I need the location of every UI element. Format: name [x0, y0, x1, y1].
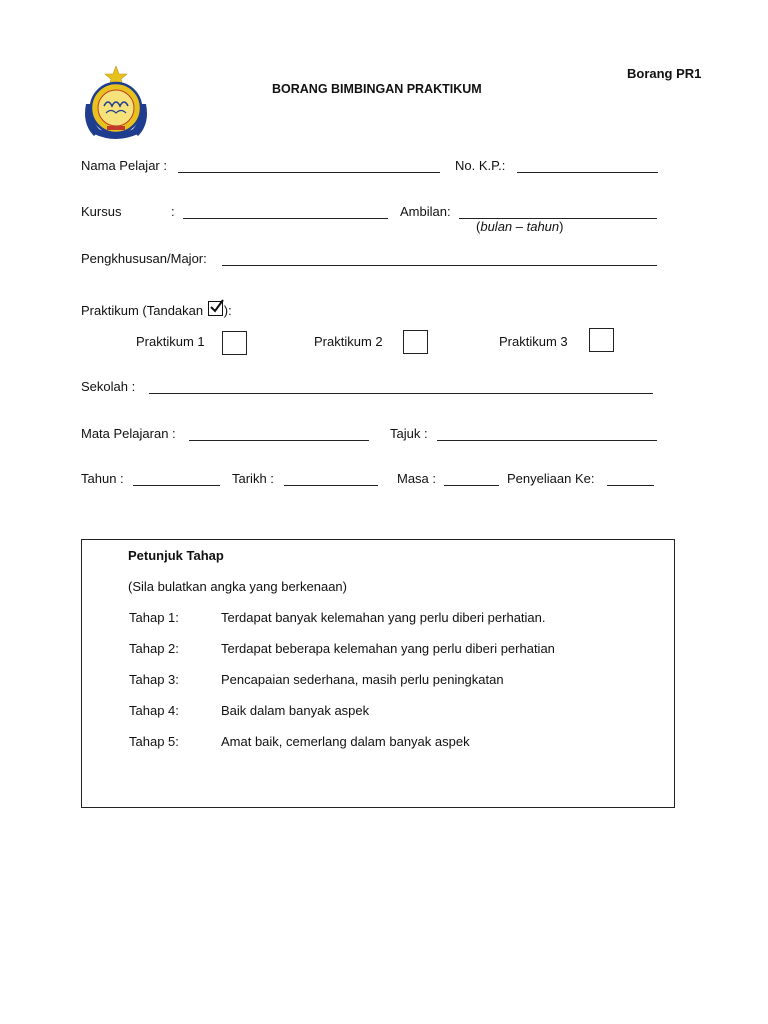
pengkhususan-label: Pengkhususan/Major:	[81, 251, 207, 266]
tahun-input[interactable]	[133, 485, 220, 486]
petunjuk-instruction: (Sila bulatkan angka yang berkenaan)	[128, 579, 347, 594]
praktikum-1-label: Praktikum 1	[136, 334, 205, 349]
tahap-code: Tahap 2:	[129, 641, 179, 656]
praktikum-2-checkbox[interactable]	[403, 330, 428, 354]
praktikum-label: Praktikum (Tandakan ):	[81, 301, 232, 318]
tahap-desc: Terdapat banyak kelemahan yang perlu diberi perhatian.	[221, 610, 546, 625]
tahap-desc: Pencapaian sederhana, masih perlu peningkatan	[221, 672, 504, 687]
institute-crest-icon	[80, 64, 152, 146]
masa-label: Masa :	[397, 471, 437, 486]
no-kp-input[interactable]	[517, 172, 658, 173]
form-code: Borang PR1	[627, 66, 702, 81]
tahap-code: Tahap 1:	[129, 610, 179, 625]
sekolah-label: Sekolah :	[81, 379, 136, 394]
kursus-input[interactable]	[183, 218, 388, 219]
tajuk-label: Tajuk :	[390, 426, 428, 441]
ambilan-label: Ambilan:	[400, 204, 451, 219]
tahap-code: Tahap 4:	[129, 703, 179, 718]
praktikum-1-checkbox[interactable]	[222, 331, 247, 355]
nama-pelajar-label: Nama Pelajar :	[81, 158, 167, 173]
kursus-colon: :	[171, 204, 175, 219]
petunjuk-tahap-box	[81, 539, 675, 808]
tarikh-label: Tarikh :	[232, 471, 274, 486]
pengkhususan-input[interactable]	[222, 265, 657, 266]
no-kp-label: No. K.P.:	[455, 158, 506, 173]
tahun-label: Tahun :	[81, 471, 124, 486]
mata-pelajaran-input[interactable]	[189, 440, 369, 441]
checkmark-icon	[208, 301, 223, 316]
tahap-desc: Baik dalam banyak aspek	[221, 703, 370, 718]
nama-pelajar-input[interactable]	[178, 172, 440, 173]
tajuk-input[interactable]	[437, 440, 657, 441]
praktikum-2-label: Praktikum 2	[314, 334, 383, 349]
tahap-code: Tahap 3:	[129, 672, 179, 687]
ambilan-hint: (bulan – tahun)	[476, 219, 564, 234]
tarikh-input[interactable]	[284, 485, 378, 486]
masa-input[interactable]	[444, 485, 499, 486]
penyeliaan-input[interactable]	[607, 485, 654, 486]
tahap-desc: Terdapat beberapa kelemahan yang perlu diberi perhatian	[221, 641, 555, 656]
petunjuk-title: Petunjuk Tahap	[128, 548, 224, 563]
praktikum-3-label: Praktikum 3	[499, 334, 568, 349]
kursus-label: Kursus	[81, 204, 122, 219]
form-title: BORANG BIMBINGAN PRAKTIKUM	[272, 82, 482, 96]
penyeliaan-label: Penyeliaan Ke:	[507, 471, 595, 486]
praktikum-3-checkbox[interactable]	[589, 328, 614, 352]
mata-pelajaran-label: Mata Pelajaran :	[81, 426, 176, 441]
tahap-desc: Amat baik, cemerlang dalam banyak aspek	[221, 734, 470, 749]
tahap-code: Tahap 5:	[129, 734, 179, 749]
sekolah-input[interactable]	[149, 393, 653, 394]
